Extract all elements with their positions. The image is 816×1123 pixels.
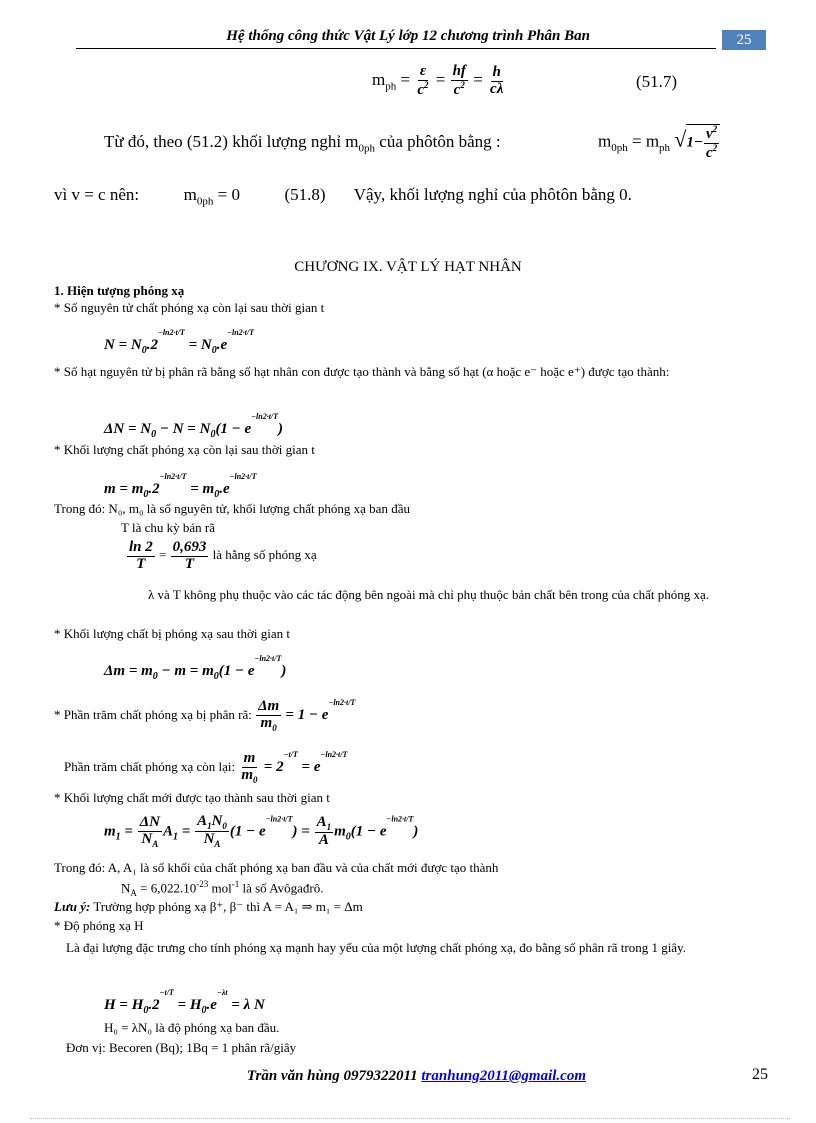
bullet-remaining-mass: * Khối lượng chất phóng xạ còn lại sau thời gian t — [54, 442, 315, 457]
rest-mass-sentence: Từ đó, theo (51.2) khối lượng nghỉ $m_{0ph}$ của phôtôn bằng : — [104, 132, 501, 155]
initial-activity-line: H₀ = λN₀ là độ phóng xạ ban đầu. — [104, 1020, 280, 1035]
unit-line: Đơn vị: Becoren (Bq); 1Bq = 1 phân rã/giây — [66, 1040, 297, 1055]
section-heading: 1. Hiện tượng phóng xạ — [54, 283, 185, 298]
bullet-remaining-atoms: * Số nguyên tử chất phóng xạ còn lại sau thời gian t — [54, 300, 325, 315]
avogadro-line: $N_A = 6,022.10^{-23}$ mol$^{-1}$ là số Avôgađrô. — [121, 879, 324, 898]
bullet-decayed-atoms: * Số hạt nguyên tử bị phân rã bằng số hạt nhân con được tạo thành và bằng số hạt (α hoặc e⁻ hoặc e⁺) được tạo thành: — [54, 364, 670, 379]
line-51-8: vì v = c nên: $m_{0ph} = 0$ (51.8) Vậy, khối lượng nghỉ của phôtôn bằng 0. — [54, 185, 632, 208]
footer-page-number: 25 — [752, 1066, 768, 1083]
lambda-note: λ và T không phụ thuộc vào các tác động bên ngoài mà chỉ phụ thuộc bản chất bên trong của chất phóng xạ. — [148, 587, 710, 602]
percent-remaining-line: Phần trăm chất phóng xạ còn lại: $\frac{m}{m_0}$ = $2^{-t/T} = e^{-ln2\cdot t/T}$ — [64, 749, 348, 785]
footer-email-link[interactable]: tranhung2011@gmail.com — [421, 1068, 586, 1084]
bullet-decayed-mass: * Khối lượng chất bị phóng xạ sau thời gian t — [54, 626, 290, 641]
equation-number-51-7: (51.7) — [636, 72, 678, 91]
bullet-activity: * Độ phóng xạ H — [54, 918, 144, 933]
decay-constant-line: $\frac{\ln 2}{T}$ = $\frac{0,693}{T}$ là hằng số phóng xạ — [129, 539, 317, 572]
equation-rest-mass: $m_{0ph} = m_{ph}$ √1− $\frac{v^2}{c^2}$ — [598, 124, 720, 162]
page-badge: 25 — [722, 30, 766, 50]
chapter-title: CHƯƠNG IX. VẬT LÝ HẠT NHÂN — [294, 259, 522, 275]
formula-delta-n: $\Delta N = N_0 - N = N_0(1 - e^{-ln2\cdot t/T})$ — [104, 412, 284, 440]
formula-m: $m = m_0.2^{-ln2\cdot t/T} = m_0.e^{-ln2\cdot t/T}$ — [104, 472, 257, 500]
activity-description: Là đại lượng đặc trưng cho tính phóng xạ mạnh hay yếu của một lượng chất phóng xạ, đo bằng số phân rã trong 1 giây. — [66, 940, 686, 955]
formula-n: $N = N_0.2^{-ln2\cdot t/T} = N_0.e^{-ln2\cdot t/T}$ — [104, 328, 254, 356]
formula-m1: $m_1$ = $\frac{\Delta N}{N_A}$ $A_1$ = $\frac{A_1N_0}{N_A}$ $(1 - e^{-ln2\cdot t/T})$ = $\frac{A_1}{A}$ $m_0(1 - e^{-ln2\cdot t/T})$ — [104, 813, 419, 850]
percent-decayed-line: * Phần trăm chất phóng xạ bị phân rã: $\frac{\Delta m}{m_0}$ = $1 - e^{-ln2\cdot t/T}$ — [54, 697, 356, 733]
where-half-life: T là chu kỳ bán rã — [121, 520, 215, 535]
footer-divider — [30, 1118, 790, 1119]
where-initial-quantities: Trong đó: N₀, m₀ là số nguyên tử, khối lượng chất phóng xạ ban đầu — [54, 501, 410, 516]
header-divider — [76, 48, 716, 49]
header-title: Hệ thống công thức Vật Lý lớp 12 chương trình Phân Ban — [226, 28, 590, 44]
footer-author: Trần văn hùng 0979322011 tranhung2011@gmail.com — [246, 1068, 586, 1084]
equation-51-7: $m_{ph}$ = $\frac{\varepsilon}{c^2}$ = $\frac{hf}{c^2}$ = $\frac{h}{c\lambda}$ — [372, 63, 504, 98]
formula-h: $H = H_0.2^{-t/T} = H_0.e^{-\lambda t} = \lambda$ N — [104, 988, 265, 1016]
where-mass-numbers: Trong đó: A, A₁ là số khối của chất phóng xạ ban đầu và của chất mới được tạo thành — [54, 860, 499, 875]
formula-delta-m: $\Delta m = m_0 - m = m_0(1 - e^{-ln2\cdot t/T})$ — [104, 654, 287, 682]
note-line: Lưu ý: Trường hợp phóng xạ β⁺, β⁻ thì A = A₁ ⇒ m₁ = Δm — [54, 899, 363, 914]
bullet-new-mass: * Khối lượng chất mới được tạo thành sau thời gian t — [54, 790, 330, 805]
